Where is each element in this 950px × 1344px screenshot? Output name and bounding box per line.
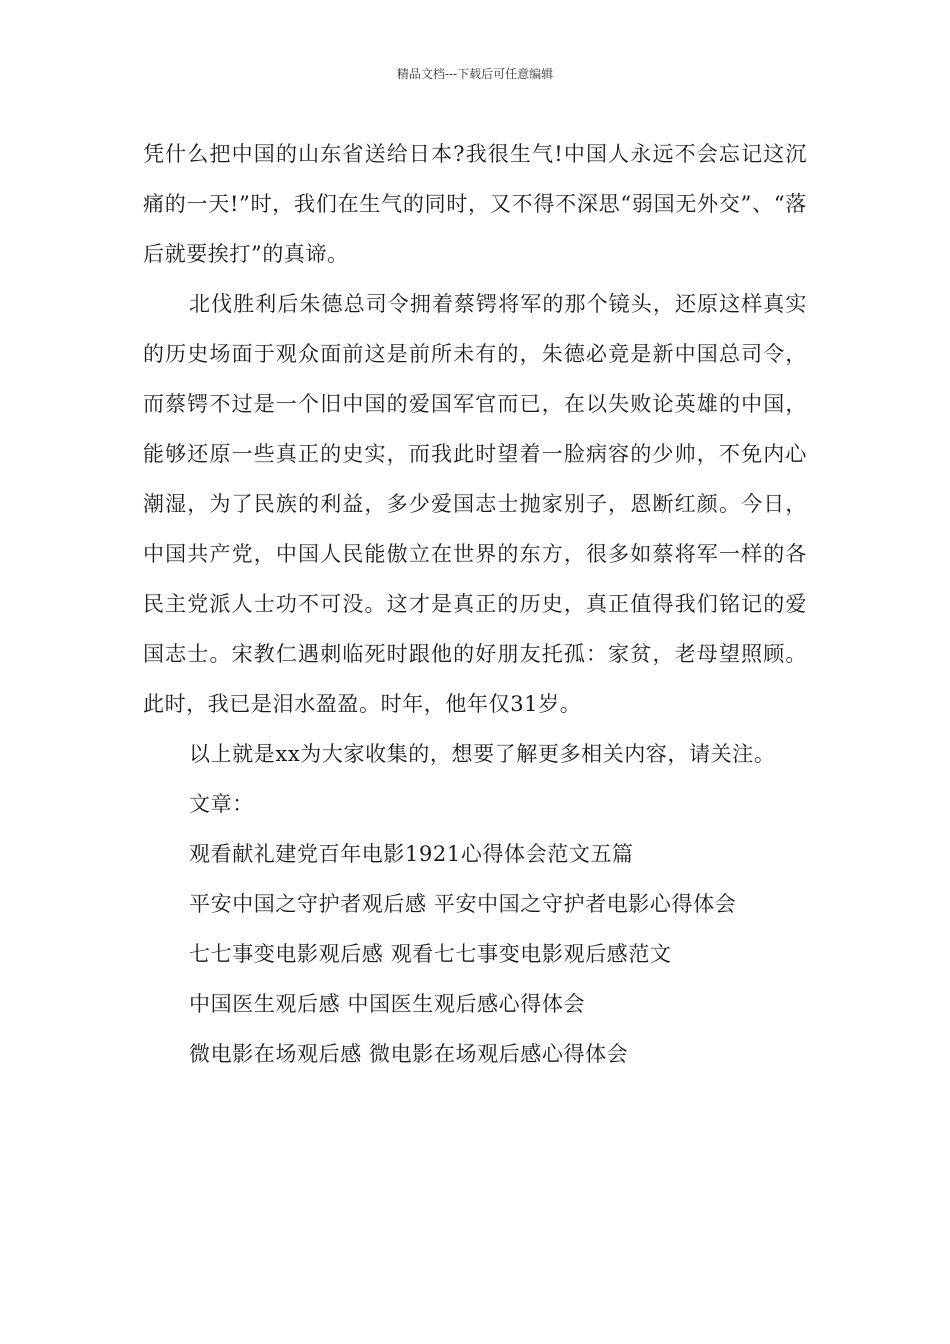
article-link[interactable]: 平安中国之守护者观后感 平安中国之守护者电影心得体会: [189, 892, 737, 916]
related-articles-list: [143, 829, 807, 1079]
article-link[interactable]: 中国医生观后感 中国医生观后感心得体会: [189, 992, 586, 1016]
page-header: 精品文档---下载后可任意编辑: [396, 67, 554, 81]
article-link[interactable]: 七七事变电影观后感 观看七七事变电影观后感范文: [189, 942, 672, 966]
articles-label: 文章：: [189, 792, 254, 816]
article-link[interactable]: 观看献礼建党百年电影1921心得体会范文五篇: [189, 842, 634, 866]
article-link[interactable]: 微电影在场观后感 微电影在场观后感心得体会: [189, 1042, 629, 1066]
paragraph-caie: 北伐胜利后朱德总司令拥着蔡锷将军的那个镜头，还原这样真实的历史场面于观众面前这是前所未有的，朱德必竟是新中国总司令，而蔡锷不过是一个旧中国的爱国军官而已，在以失败论英雄的中国，能够还原一些真正的史实，而我此时望着一脸病容的少帅，不免内心潮湿，为了民族的利益，多少爱国志士抛家别子，恩断红颜。今日，中国共产党，中国人民能傲立在世界的东方，很多如蔡将军一样的各民主党派人士功不可没。这才是真正的历史，真正值得我们铭记的爱国志士。宋教仁遇刺临死时跟他的好朋友托孤：家贫，老母望照顾。此时，我已是泪水盈盈。时年，他年仅31岁。: [143, 292, 807, 716]
document-body: [143, 129, 807, 1079]
paragraph-closing: 以上就是xx为大家收集的，想要了解更多相关内容，请关注。: [189, 742, 776, 766]
paragraph-continuation: 凭什么把中国的山东省送给日本?我很生气!中国人永远不会忘记这沉痛的一天!”时，我们在生气的同时，又不得不深思“弱国无外交”、“落后就要挨打”的真谛。: [143, 142, 807, 266]
